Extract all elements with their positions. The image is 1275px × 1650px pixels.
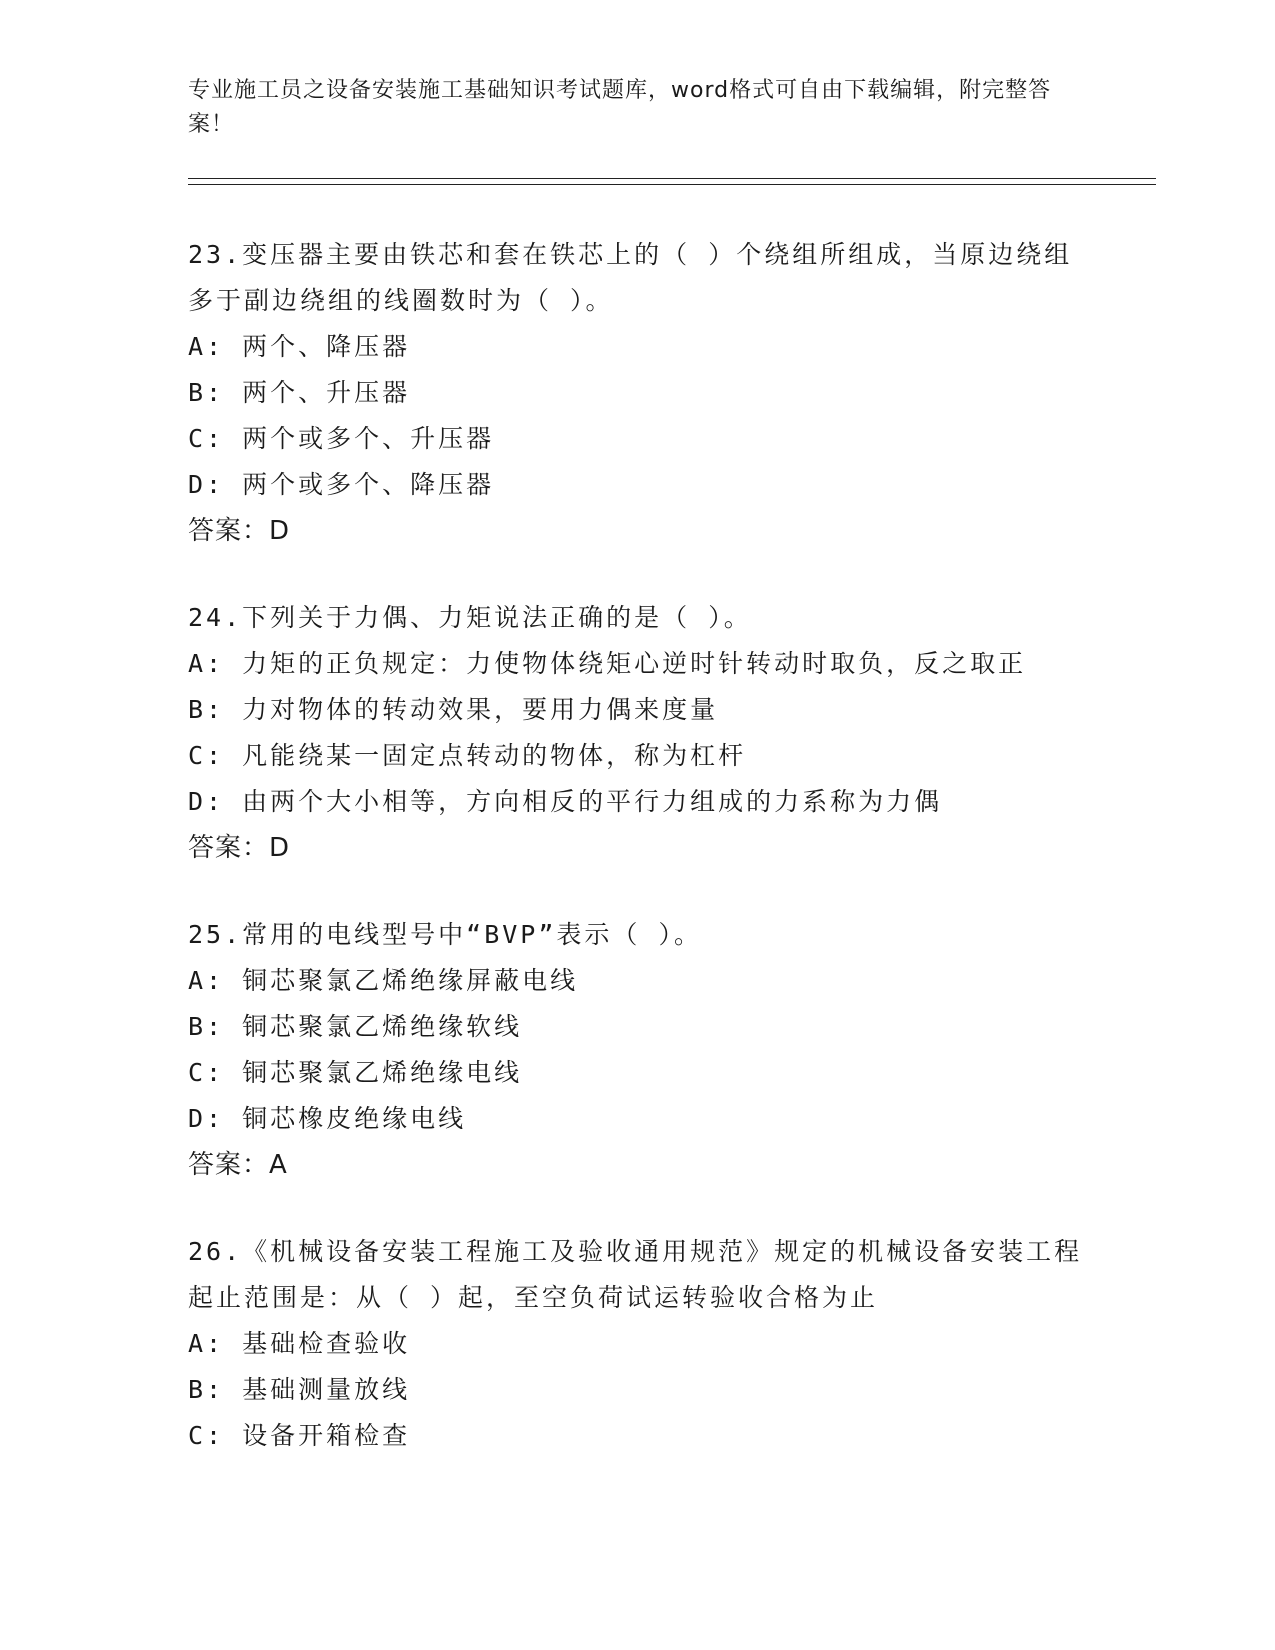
header-divider-bottom — [188, 184, 1156, 185]
question-list — [188, 232, 1088, 1500]
question-25 — [188, 912, 1088, 1188]
option-a: A: 两个、降压器 — [188, 332, 411, 361]
option-c: C: 设备开箱检查 — [188, 1421, 411, 1450]
question-text: 23.变压器主要由铁芯和套在铁芯上的（ ）个绕组所组成，当原边绕组多于副边绕组的线圈数时为（ ）。 — [188, 240, 1073, 315]
option-a: A: 力矩的正负规定：力使物体绕矩心逆时针转动时取负，反之取正 — [188, 649, 1027, 678]
question-text: 25.常用的电线型号中“BVP”表示（ ）。 — [188, 920, 702, 949]
question-26 — [188, 1229, 1088, 1459]
option-b: B: 基础测量放线 — [188, 1375, 411, 1404]
question-23 — [188, 232, 1088, 554]
document-header: 专业施工员之设备安装施工基础知识考试题库，word格式可自由下载编辑，附完整答案！ — [188, 78, 1052, 137]
question-text: 24.下列关于力偶、力矩说法正确的是（ ）。 — [188, 603, 752, 632]
answer: 答案：D — [188, 833, 291, 863]
option-b: B: 铜芯聚氯乙烯绝缘软线 — [188, 1012, 523, 1041]
option-d: D: 由两个大小相等，方向相反的平行力组成的力系称为力偶 — [188, 787, 943, 816]
answer: 答案：D — [188, 516, 291, 546]
option-d: D: 铜芯橡皮绝缘电线 — [188, 1104, 467, 1133]
question-24 — [188, 595, 1088, 871]
option-b: B: 力对物体的转动效果，要用力偶来度量 — [188, 695, 719, 724]
option-a: A: 基础检查验收 — [188, 1329, 411, 1358]
option-c: C: 铜芯聚氯乙烯绝缘电线 — [188, 1058, 523, 1087]
option-c: C: 两个或多个、升压器 — [188, 424, 495, 453]
option-d: D: 两个或多个、降压器 — [188, 470, 495, 499]
answer: 答案：A — [188, 1150, 288, 1180]
option-c: C: 凡能绕某一固定点转动的物体，称为杠杆 — [188, 741, 747, 770]
header-divider-top — [188, 178, 1156, 179]
question-text: 26.《机械设备安装工程施工及验收通用规范》规定的机械设备安装工程起止范围是：从（ ）起，至空负荷试运转验收合格为止 — [188, 1237, 1083, 1312]
option-a: A: 铜芯聚氯乙烯绝缘屏蔽电线 — [188, 966, 579, 995]
option-b: B: 两个、升压器 — [188, 378, 411, 407]
